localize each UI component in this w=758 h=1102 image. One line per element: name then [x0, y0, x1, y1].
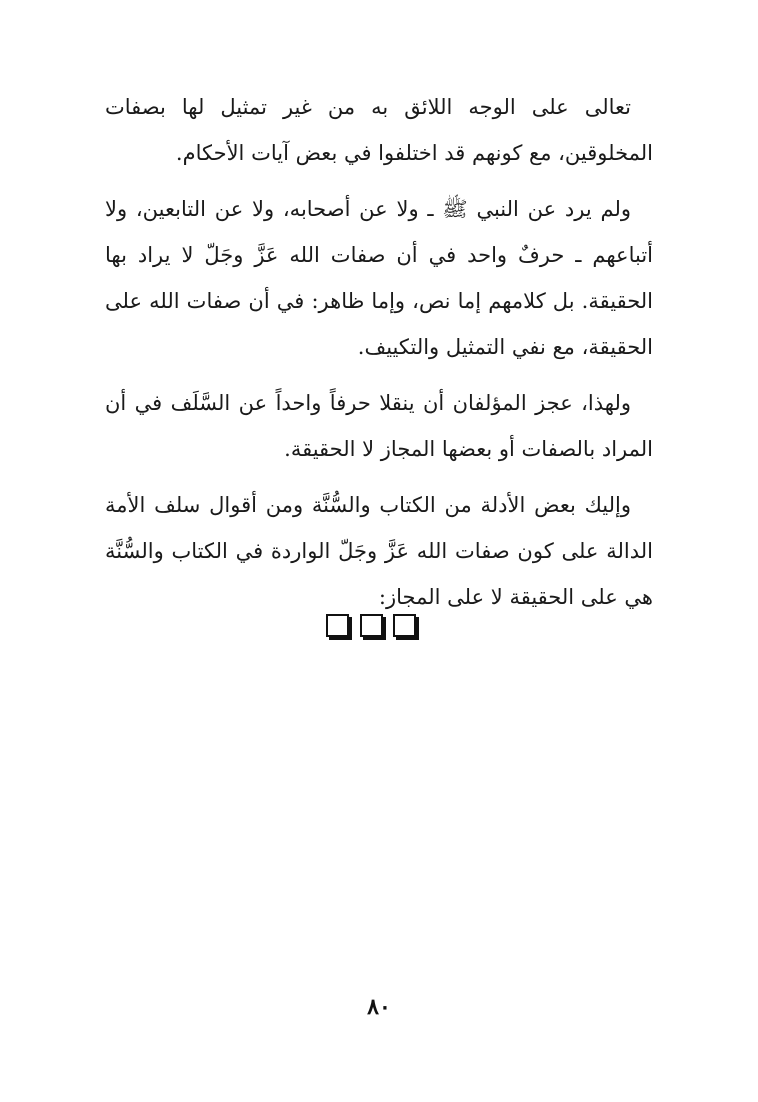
square-box-icon: [393, 614, 416, 637]
paragraph-4: وإليك بعض الأدلة من الكتاب والسُّنَّة ومن أقوال سلف الأمة الدالة على كون صفات الله عَزَّ وجَلّ الواردة في الكتاب والسُّنَّة هي على الحقيقة لا على المجاز:: [105, 493, 653, 609]
paragraph-1: تعالى على الوجه اللائق به من غير تمثيل لها بصفات المخلوقين، مع كونهم قد اختلفوا في بعض آيات الأحكام.: [105, 95, 653, 165]
paragraph-3: ولهذا، عجز المؤلفان أن ينقلا حرفاً واحداً عن السَّلَف في أن المراد بالصفات أو بعضها المجاز لا الحقيقة.: [105, 391, 653, 461]
section-divider-ornament: [326, 611, 416, 639]
page-number: ٨٠: [367, 994, 391, 1020]
body-text: [105, 84, 653, 630]
square-box-icon: [360, 614, 383, 637]
square-box-icon: [326, 614, 349, 637]
paragraph-2: ولم يرد عن النبي ﷺ ـ ولا عن أصحابه، ولا عن التابعين، ولا أتباعهم ـ حرفٌ واحد في أن صفات الله عَزَّ وجَلّ لا يراد بها الحقيقة. بل كلامهم إما نص، وإما ظاهر: في أن صفات الله على الحقيقة، مع نفي التمثيل والتكييف.: [105, 197, 653, 359]
